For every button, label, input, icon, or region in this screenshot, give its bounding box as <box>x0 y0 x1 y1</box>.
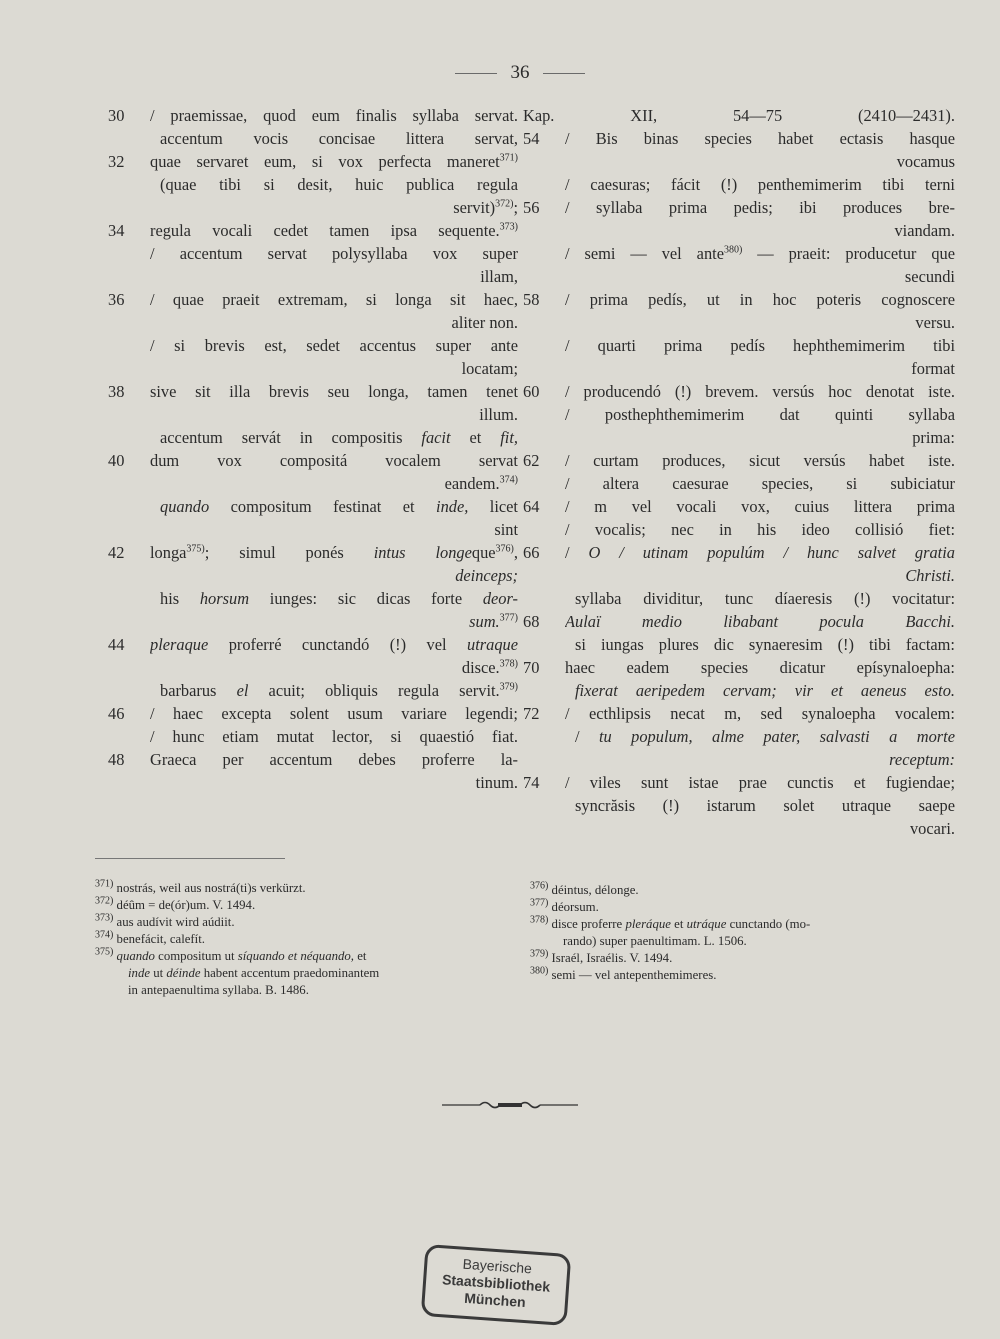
footnote-line: $^{378)}$ disce proferre pleráque et utráque cunctando (mo- <box>530 914 811 931</box>
verse-line <box>108 587 518 610</box>
verse-text: disce.$^{378)}$ <box>461 658 518 677</box>
line-number: 30 <box>108 106 125 125</box>
footnotes-right <box>530 882 960 984</box>
footnote-line: in antepaenultima syllaba. B. 1486. <box>128 983 309 997</box>
verse-text: / syllaba prima pedis; ibi produces bre- <box>565 198 955 217</box>
footnote-line: $^{380)}$ semi — vel antepenthemimeres. <box>530 965 717 982</box>
verse-text: sint <box>494 520 518 539</box>
verse-line <box>108 334 518 357</box>
line-number: 36 <box>108 290 125 309</box>
verse-line <box>523 495 955 518</box>
line-number: 34 <box>108 221 125 240</box>
verse-line <box>108 403 518 426</box>
footnote-line: $^{374)}$ benefácit, calefít. <box>95 929 205 946</box>
line-number: 66 <box>523 543 540 562</box>
verse-text: / accentum servat polysyllaba vox super <box>150 244 518 263</box>
verse-text: vocamus <box>896 152 955 171</box>
verse-text: viandam. <box>894 221 955 240</box>
verse-line <box>523 426 955 449</box>
verse-text: accentum vocis concisae littera servat, <box>160 129 518 148</box>
footnote-line: $^{371)}$ nostrás, weil aus nostrá(ti)s verkürzt. <box>95 878 306 895</box>
verse-text: / altera caesurae species, si subiciatur <box>565 474 955 493</box>
line-number: 42 <box>108 543 125 562</box>
line-number: 72 <box>523 704 540 723</box>
verse-text: / tu populum, alme pater, salvasti a morte <box>575 727 955 746</box>
verse-text: quando compositum festinat et inde, licet <box>160 497 518 516</box>
stamp-line-2: Staatsbibliothek <box>441 1271 551 1295</box>
verse-line <box>523 564 955 587</box>
verse-line <box>108 311 518 334</box>
line-number: 38 <box>108 382 125 401</box>
chapter-reference: Kap. XII, 54—75 (2410—2431). <box>523 106 955 125</box>
verse-text: illam, <box>480 267 518 286</box>
verse-line <box>108 426 518 449</box>
verse-text: aliter non. <box>451 313 518 332</box>
footnote-line: $^{372)}$ déûm = de(ór)um. V. 1494. <box>95 895 256 912</box>
verse-line <box>523 173 955 196</box>
line-number: 32 <box>108 152 125 171</box>
verse-line <box>523 150 955 173</box>
verse-text: / O / utinam populúm / hunc salvet gratia <box>565 543 955 562</box>
end-ornament <box>440 1100 580 1110</box>
verse-text: / semi — vel ante$^{380)}$ — praeit: producetur que <box>565 244 955 263</box>
verse-line <box>523 541 955 564</box>
verse-line <box>523 104 955 127</box>
verse-text: / Bis binas species habet ectasis hasque <box>565 129 955 148</box>
verse-text: haec eadem species dicatur epísynaloepha: <box>565 658 955 677</box>
footnote-line: $^{377)}$ déorsum. <box>530 897 599 914</box>
page-number: 36 <box>510 62 530 83</box>
verse-line <box>108 679 518 702</box>
line-number: 54 <box>523 129 540 148</box>
verse-text: si iungas plures dic synaeresim (!) tibi factam: <box>575 635 955 654</box>
verse-text: receptum: <box>889 750 955 769</box>
verse-line <box>523 242 955 265</box>
verse-text: Graeca per accentum debes proferre la- <box>150 750 518 769</box>
verse-line <box>523 403 955 426</box>
verse-text: (quae tibi si desit, huic publica regula <box>160 175 518 194</box>
verse-line <box>108 702 518 725</box>
line-number: 56 <box>523 198 540 217</box>
verse-line <box>108 541 518 564</box>
line-number: 44 <box>108 635 125 654</box>
verse-text: Aulaï medio libabant pocula Bacchi. <box>565 612 955 631</box>
verse-text: his horsum iunges: sic dicas forte deor- <box>160 589 518 608</box>
verse-line <box>523 357 955 380</box>
verse-text: / curtam produces, sicut versús habet iste. <box>565 451 955 470</box>
verse-text: regula vocali cedet tamen ipsa sequente.$^{373)}$ <box>150 221 518 240</box>
verse-line <box>108 748 518 771</box>
verse-text: fixerat aeripedem cervam; vir et aeneus esto. <box>575 681 955 700</box>
line-number: 62 <box>523 451 540 470</box>
footnote-line: inde ut déinde habent accentum praedominantem <box>128 966 380 980</box>
verse-line <box>108 472 518 495</box>
verse-line <box>523 817 955 840</box>
verse-line <box>523 265 955 288</box>
verse-text: / prima pedís, ut in hoc poteris cognoscere <box>565 290 955 309</box>
verse-line <box>523 288 955 311</box>
verse-line <box>523 587 955 610</box>
verse-line <box>523 610 955 633</box>
line-number: 48 <box>108 750 125 769</box>
verse-line <box>108 633 518 656</box>
line-number: 58 <box>523 290 540 309</box>
verse-line <box>108 219 518 242</box>
verse-line <box>108 725 518 748</box>
verse-text: sum.$^{377)}$ <box>469 612 518 631</box>
verse-text: quae servaret eum, si vox perfecta maneret$^{371)}$ <box>150 152 518 171</box>
verse-line <box>523 679 955 702</box>
footnote-separator <box>95 858 285 859</box>
verse-text: accentum servát in compositis facit et fit, <box>160 428 518 447</box>
footnote-line: $^{373)}$ aus audívit wird aúdiit. <box>95 912 235 929</box>
line-number: 60 <box>523 382 540 401</box>
verse-line <box>108 265 518 288</box>
verse-line <box>108 564 518 587</box>
verse-text: / m vel vocali vox, cuius littera prima <box>565 497 955 516</box>
verse-line <box>108 242 518 265</box>
line-number: 46 <box>108 704 125 723</box>
verse-text: locatam; <box>461 359 518 378</box>
verse-text: illum. <box>479 405 518 424</box>
verse-line <box>108 127 518 150</box>
verse-line <box>108 104 518 127</box>
footnote-line: $^{376)}$ déintus, délonge. <box>530 880 639 897</box>
verse-text: / haec excepta solent usum variare legendi; <box>150 704 518 723</box>
verse-text: / praemissae, quod eum finalis syllaba servat. <box>150 106 518 125</box>
verse-line <box>108 380 518 403</box>
verse-text: / posthephthemimerim dat quinti syllaba <box>565 405 955 424</box>
verse-line <box>523 334 955 357</box>
line-number: 74 <box>523 773 540 792</box>
verse-line <box>108 656 518 679</box>
verse-line <box>523 518 955 541</box>
verse-text: Christi. <box>905 566 955 585</box>
verse-text: tinum. <box>475 773 518 792</box>
verse-text: barbarus el acuit; obliquis regula servit.$^{379)}$ <box>160 681 518 700</box>
line-number: 68 <box>523 612 540 631</box>
verse-text: / vocalis; nec in his ideo collisió fiet: <box>565 520 955 539</box>
verse-text: servit)$^{372)}$; <box>453 198 518 217</box>
page-number-header <box>455 62 585 86</box>
verse-text: / producendó (!) brevem. versús hoc denotat iste. <box>565 382 955 401</box>
verse-line <box>523 771 955 794</box>
verse-line <box>523 633 955 656</box>
verse-line <box>108 150 518 173</box>
verse-line <box>523 449 955 472</box>
verse-line <box>108 288 518 311</box>
verse-text: eandem.$^{374)}$ <box>444 474 518 493</box>
footnote-line: rando) super paenultimam. L. 1506. <box>563 934 747 948</box>
verse-line <box>523 311 955 334</box>
verse-line <box>108 173 518 196</box>
verse-line <box>523 472 955 495</box>
verse-line <box>108 495 518 518</box>
verse-line <box>523 196 955 219</box>
verse-text: vocari. <box>909 819 955 838</box>
verse-line <box>523 127 955 150</box>
left-text-column <box>108 104 518 794</box>
verse-text: sive sit illa brevis seu longa, tamen tenet <box>150 382 518 401</box>
right-text-column <box>523 104 955 840</box>
verse-text: dum vox compositá vocalem servat <box>150 451 518 470</box>
verse-text: deinceps; <box>455 566 518 585</box>
verse-text: secundi <box>904 267 955 286</box>
verse-line <box>108 518 518 541</box>
verse-text: syllaba dividitur, tunc díaeresis (!) vocitatur: <box>575 589 955 608</box>
library-stamp <box>421 1244 572 1326</box>
verse-text: prima: <box>912 428 955 447</box>
stamp-line-1: Bayerische <box>462 1255 533 1277</box>
line-number: 70 <box>523 658 540 677</box>
verse-text: format <box>911 359 955 378</box>
verse-text: syncrăsis (!) istarum solet utraque saepe <box>575 796 955 815</box>
verse-line <box>523 219 955 242</box>
verse-line <box>523 702 955 725</box>
verse-text: versu. <box>915 313 955 332</box>
verse-text: / hunc etiam mutat lector, si quaestió fiat. <box>150 727 518 746</box>
verse-text: longa$^{375)}$; simul ponés intus longeque$^{376)}$, <box>150 543 518 562</box>
verse-line <box>108 610 518 633</box>
footnote-line: $^{375)}$ quando compositum ut síquando et néquando, et <box>95 946 367 963</box>
stamp-line-3: München <box>463 1289 527 1311</box>
verse-line <box>523 794 955 817</box>
footnote-line: $^{379)}$ Israél, Israélis. V. 1494. <box>530 948 673 965</box>
verse-line <box>523 725 955 748</box>
verse-text: pleraque proferré cunctandó (!) vel utraque <box>150 635 518 654</box>
verse-line <box>108 357 518 380</box>
verse-line <box>523 656 955 679</box>
verse-line <box>108 196 518 219</box>
verse-line <box>108 771 518 794</box>
verse-text: / caesuras; fácit (!) penthemimerim tibi terni <box>565 175 955 194</box>
verse-line <box>523 748 955 771</box>
verse-text: / ecthlipsis necat m, sed synaloepha vocalem: <box>565 704 955 723</box>
line-number: 64 <box>523 497 540 516</box>
verse-line <box>108 449 518 472</box>
verse-text: / viles sunt istae prae cunctis et fugiendae; <box>565 773 955 792</box>
verse-text: / quarti prima pedís hephthemimerim tibi <box>565 336 955 355</box>
verse-line <box>523 380 955 403</box>
header-rule-right <box>543 73 585 74</box>
verse-text: / quae praeit extremam, si longa sit haec, <box>150 290 518 309</box>
verse-text: / si brevis est, sedet accentus super ante <box>150 336 518 355</box>
line-number: 40 <box>108 451 125 470</box>
footnotes-left <box>95 880 515 999</box>
